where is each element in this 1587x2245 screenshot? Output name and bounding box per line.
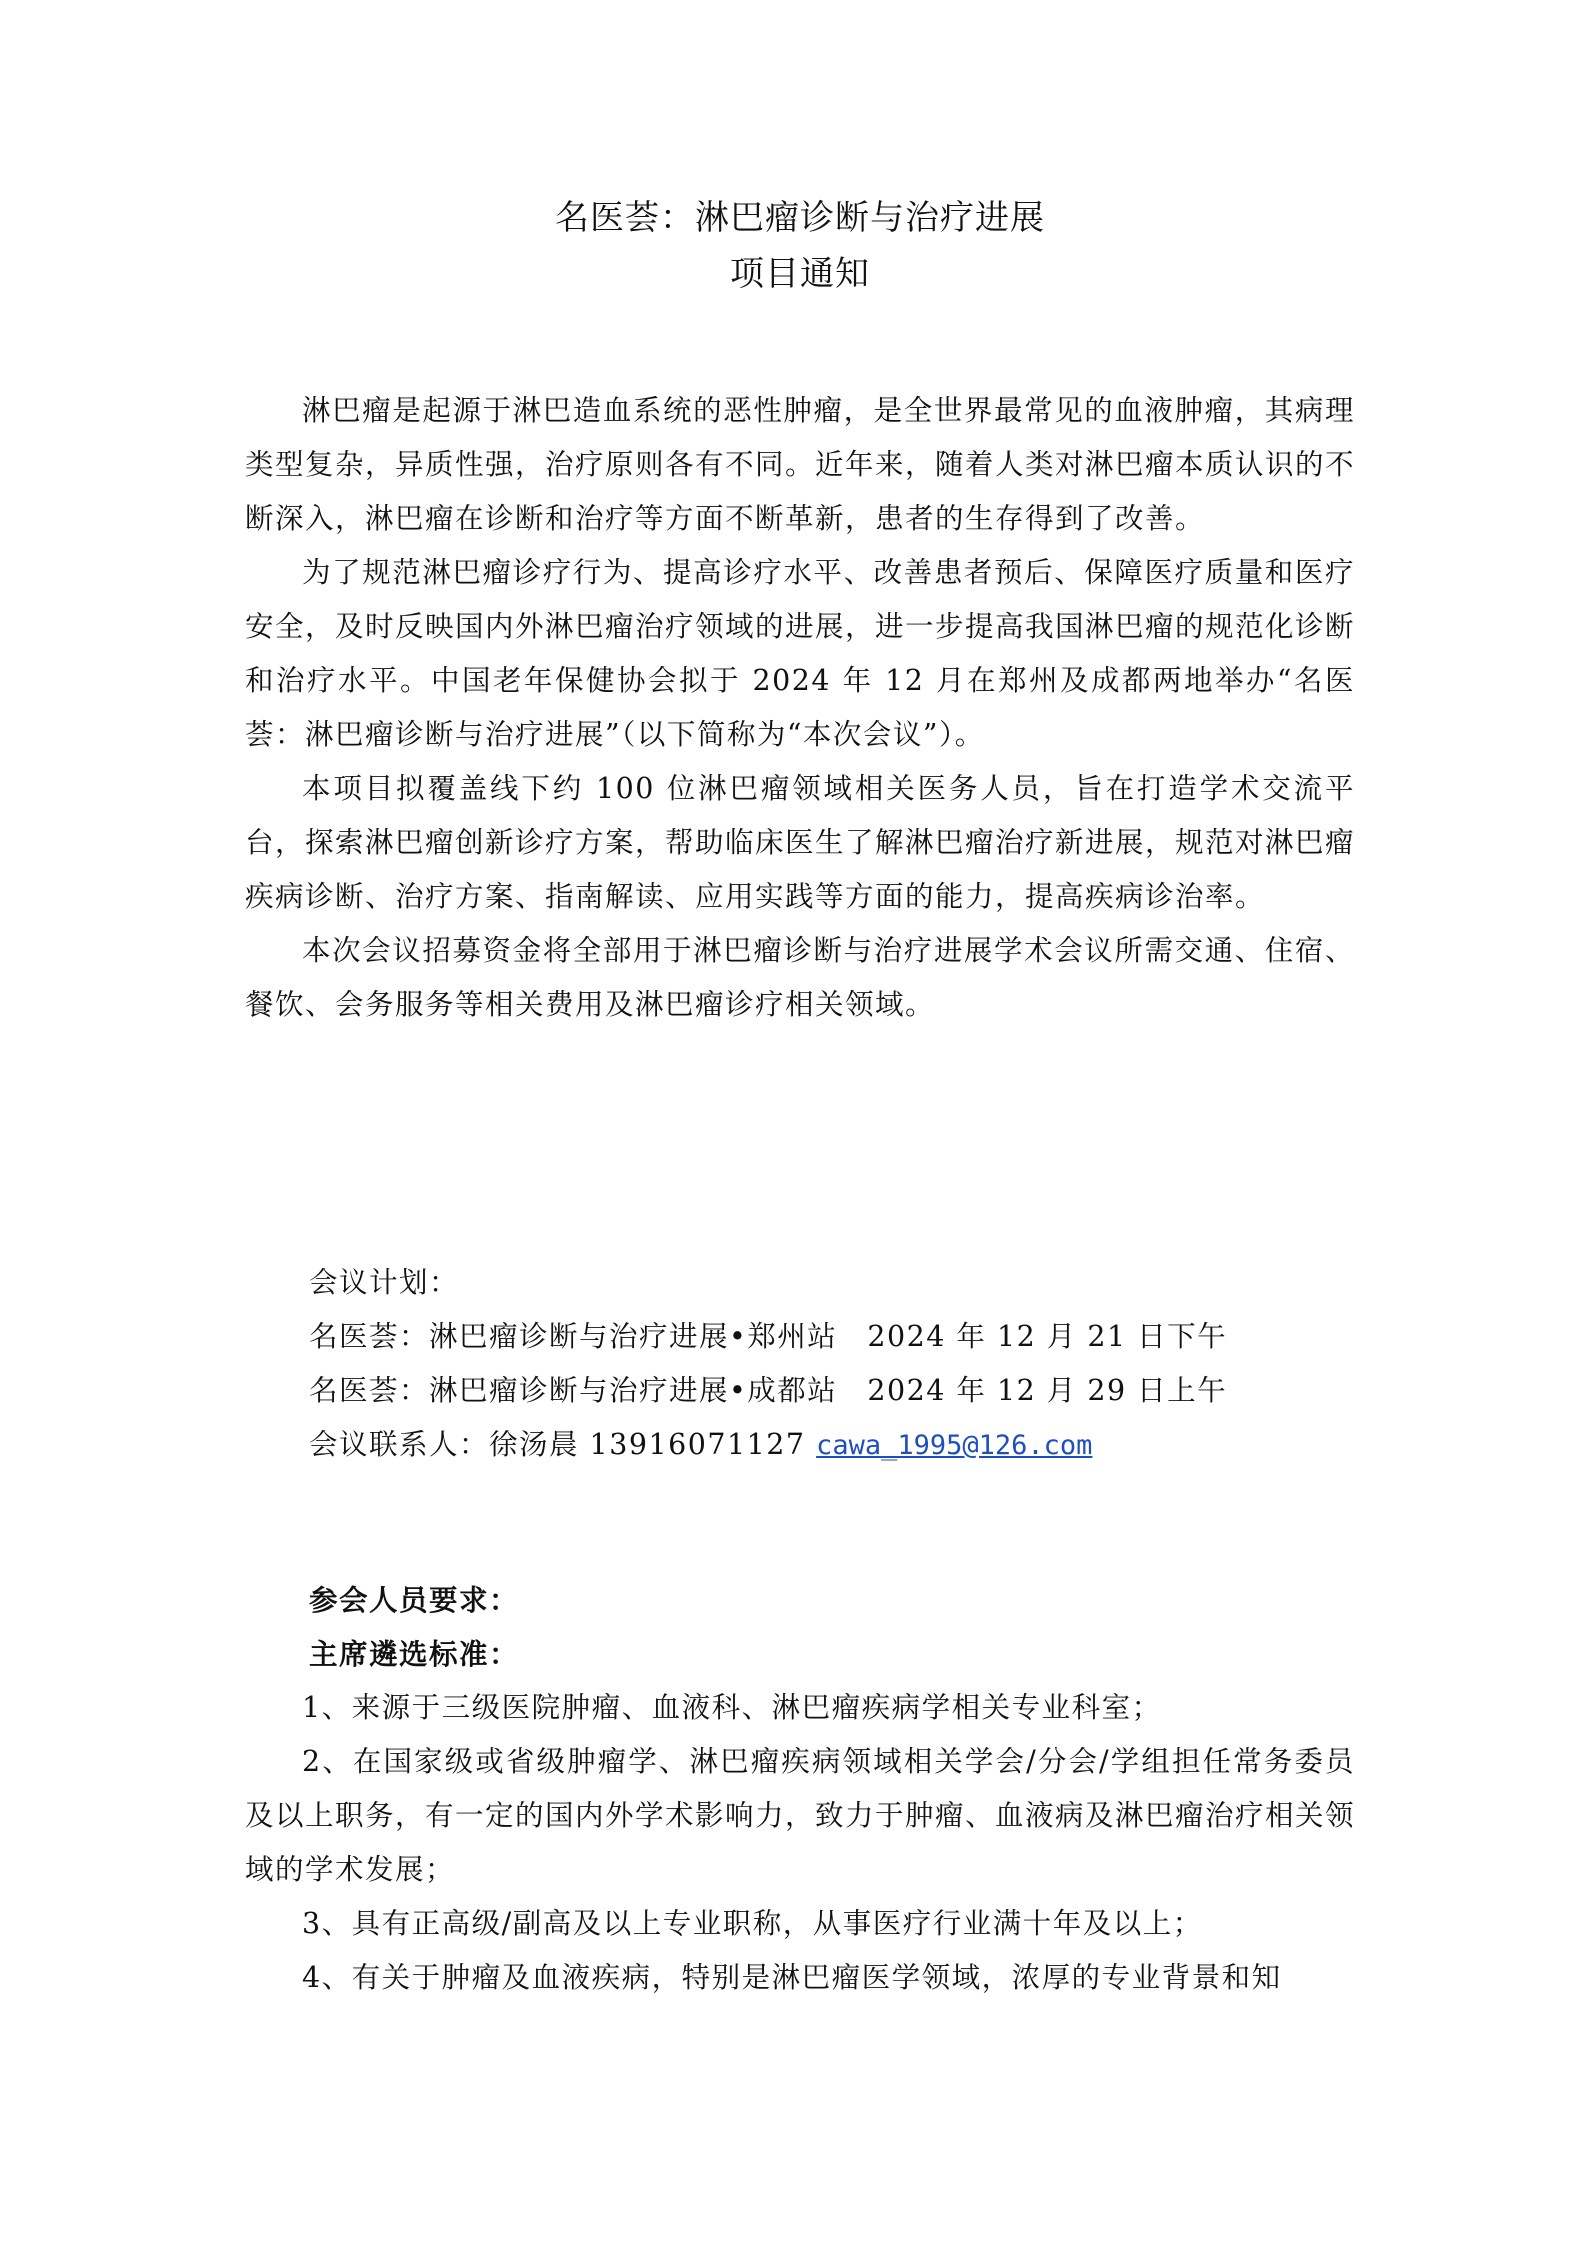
session-time: 2024 年 12 月 29 日上午 bbox=[867, 1374, 1228, 1407]
plan-heading: 会议计划： bbox=[309, 1266, 460, 1299]
session-name: 名医荟：淋巴瘤诊断与治疗进展•成都站 bbox=[309, 1374, 838, 1407]
meeting-plan bbox=[245, 1256, 1355, 1473]
document-title bbox=[245, 190, 1355, 302]
requirement-item: 2、在国家级或省级肿瘤学、淋巴瘤疾病领域相关学会/分会/学组担任常务委员及以上职务，有一定的国内外学术影响力，致力于肿瘤、血液病及淋巴瘤治疗相关领域的学术发展； bbox=[245, 1745, 1356, 1886]
attendee-requirements bbox=[245, 1573, 1355, 2005]
contact-email-link[interactable]: cawa_1995@126.com bbox=[816, 1430, 1093, 1461]
requirement-item: 1、来源于三级医院肿瘤、血液科、淋巴瘤疾病学相关专业科室； bbox=[302, 1691, 1162, 1724]
contact-label: 会议联系人：徐汤晨 13916071127 bbox=[309, 1428, 806, 1461]
title-line-1: 名医荟：淋巴瘤诊断与治疗进展 bbox=[555, 198, 1045, 238]
paragraph: 本次会议招募资金将全部用于淋巴瘤诊断与治疗进展学术会议所需交通、住宿、餐饮、会务服务等相关费用及淋巴瘤诊疗相关领域。 bbox=[245, 934, 1355, 1021]
plan-session bbox=[245, 1310, 1355, 1364]
requirements-subheading: 主席遴选标准： bbox=[309, 1637, 520, 1671]
title-line-2: 项目通知 bbox=[730, 254, 870, 294]
requirement-item: 4、有关于肿瘤及血液疾病，特别是淋巴瘤医学领域，浓厚的专业背景和知 bbox=[302, 1961, 1282, 1994]
intro-body bbox=[245, 384, 1355, 1032]
session-name: 名医荟：淋巴瘤诊断与治疗进展•郑州站 bbox=[309, 1320, 838, 1353]
requirements-heading: 参会人员要求： bbox=[309, 1583, 520, 1617]
plan-session bbox=[245, 1364, 1355, 1418]
paragraph: 为了规范淋巴瘤诊疗行为、提高诊疗水平、改善患者预后、保障医疗质量和医疗安全，及时反映国内外淋巴瘤治疗领域的进展，进一步提高我国淋巴瘤的规范化诊断和治疗水平。中国老年保健协会拟于 2024 年 12 月在郑州及成都两地举办“名医荟：淋巴瘤诊断与治疗进展”（以下简称为“本次会议”）。 bbox=[245, 556, 1356, 751]
requirement-item: 3、具有正高级/副高及以上专业职称，从事医疗行业满十年及以上； bbox=[302, 1907, 1203, 1940]
session-time: 2024 年 12 月 21 日下午 bbox=[867, 1320, 1228, 1353]
paragraph: 淋巴瘤是起源于淋巴造血系统的恶性肿瘤，是全世界最常见的血液肿瘤，其病理类型复杂，异质性强，治疗原则各有不同。近年来，随着人类对淋巴瘤本质认识的不断深入，淋巴瘤在诊断和治疗等方面不断革新，患者的生存得到了改善。 bbox=[245, 394, 1356, 535]
paragraph: 本项目拟覆盖线下约 100 位淋巴瘤领域相关医务人员，旨在打造学术交流平台，探索淋巴瘤创新诊疗方案，帮助临床医生了解淋巴瘤治疗新进展，规范对淋巴瘤疾病诊断、治疗方案、指南解读、应用实践等方面的能力，提高疾病诊治率。 bbox=[245, 772, 1356, 913]
plan-contact bbox=[245, 1418, 1355, 1473]
